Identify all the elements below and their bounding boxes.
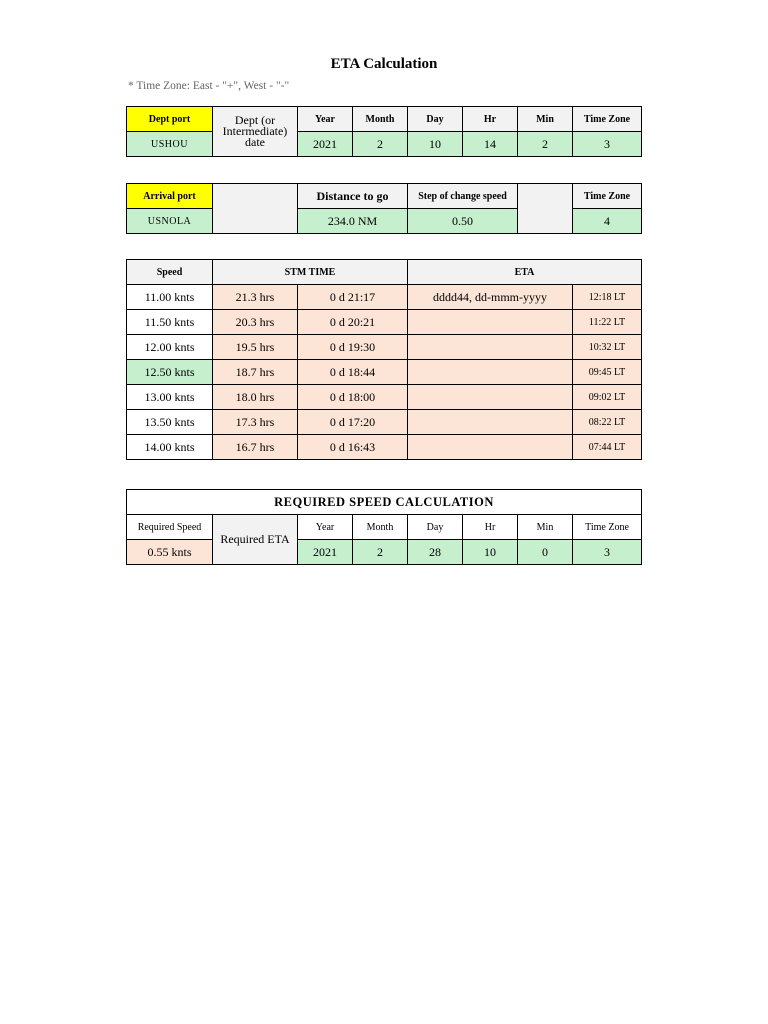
required-eta-label: Required ETA bbox=[213, 515, 298, 565]
day-hour-cell: 0 d 20:21 bbox=[298, 310, 408, 335]
arrival-blank-cell bbox=[213, 184, 298, 234]
eta-lt-cell: 11:22 LT bbox=[573, 310, 642, 335]
day-hour-cell: 0 d 21:17 bbox=[298, 285, 408, 310]
arrival-timezone-label: Time Zone bbox=[573, 184, 642, 209]
req-timezone-value[interactable]: 3 bbox=[573, 540, 642, 565]
hours-cell: 19.5 hrs bbox=[213, 335, 298, 360]
arrival-blank-cell-2 bbox=[518, 184, 573, 234]
step-speed-value[interactable]: 0.50 bbox=[408, 209, 518, 234]
required-speed-title: REQUIRED SPEED CALCULATION bbox=[127, 490, 642, 515]
eta-lt-cell: 07:44 LT bbox=[573, 435, 642, 460]
table-row bbox=[127, 310, 642, 335]
dept-timezone-value[interactable]: 3 bbox=[573, 132, 642, 157]
page-title: ETA Calculation bbox=[330, 56, 438, 72]
dept-day-header: Day bbox=[408, 107, 463, 132]
eta-table bbox=[126, 259, 642, 460]
required-speed-value: 0.55 knts bbox=[127, 540, 213, 565]
dept-port-label: Dept port bbox=[127, 107, 213, 132]
eta-header: ETA bbox=[408, 260, 642, 285]
eta-lt-cell: 10:32 LT bbox=[573, 335, 642, 360]
eta-date-cell bbox=[408, 310, 573, 335]
req-month-value[interactable]: 2 bbox=[353, 540, 408, 565]
eta-date-cell bbox=[408, 435, 573, 460]
distance-label: Distance to go bbox=[298, 184, 408, 209]
dept-month-value[interactable]: 2 bbox=[353, 132, 408, 157]
req-min-value[interactable]: 0 bbox=[518, 540, 573, 565]
hours-cell: 20.3 hrs bbox=[213, 310, 298, 335]
eta-lt-cell: 12:18 LT bbox=[573, 285, 642, 310]
hours-cell: 17.3 hrs bbox=[213, 410, 298, 435]
req-timezone-header: Time Zone bbox=[573, 515, 642, 540]
eta-date-cell bbox=[408, 360, 573, 385]
day-hour-cell: 0 d 17:20 bbox=[298, 410, 408, 435]
required-speed-table bbox=[126, 489, 642, 565]
table-row bbox=[127, 335, 642, 360]
speed-cell: 14.00 knts bbox=[127, 435, 213, 460]
req-min-header: Min bbox=[518, 515, 573, 540]
eta-date-cell bbox=[408, 385, 573, 410]
stm-time-header: STM TIME bbox=[213, 260, 408, 285]
speed-header: Speed bbox=[127, 260, 213, 285]
req-year-header: Year bbox=[298, 515, 353, 540]
table-row bbox=[127, 435, 642, 460]
req-year-value[interactable]: 2021 bbox=[298, 540, 353, 565]
dept-year-header: Year bbox=[298, 107, 353, 132]
dept-timezone-header: Time Zone bbox=[573, 107, 642, 132]
dept-min-value[interactable]: 2 bbox=[518, 132, 573, 157]
day-hour-cell: 0 d 18:00 bbox=[298, 385, 408, 410]
eta-date-cell bbox=[408, 410, 573, 435]
speed-cell: 11.50 knts bbox=[127, 310, 213, 335]
dept-month-header: Month bbox=[353, 107, 408, 132]
day-hour-cell: 0 d 19:30 bbox=[298, 335, 408, 360]
req-month-header: Month bbox=[353, 515, 408, 540]
req-hr-value[interactable]: 10 bbox=[463, 540, 518, 565]
dept-hr-header: Hr bbox=[463, 107, 518, 132]
hours-cell: 21.3 hrs bbox=[213, 285, 298, 310]
eta-lt-cell: 09:45 LT bbox=[573, 360, 642, 385]
required-speed-label: Required Speed bbox=[127, 515, 213, 540]
table-row bbox=[127, 385, 642, 410]
speed-cell: 11.00 knts bbox=[127, 285, 213, 310]
table-row bbox=[127, 360, 642, 385]
time-zone-note: * Time Zone: East - "+", West - "-" bbox=[128, 80, 290, 92]
hours-cell: 18.0 hrs bbox=[213, 385, 298, 410]
arrival-timezone-value[interactable]: 4 bbox=[573, 209, 642, 234]
speed-cell: 12.00 knts bbox=[127, 335, 213, 360]
arrival-port-label: Arrival port bbox=[127, 184, 213, 209]
hours-cell: 16.7 hrs bbox=[213, 435, 298, 460]
hours-cell: 18.7 hrs bbox=[213, 360, 298, 385]
req-day-header: Day bbox=[408, 515, 463, 540]
table-row bbox=[127, 410, 642, 435]
arrival-port-value[interactable]: USNOLA bbox=[127, 209, 213, 234]
eta-lt-cell: 09:02 LT bbox=[573, 385, 642, 410]
day-hour-cell: 0 d 16:43 bbox=[298, 435, 408, 460]
departure-table bbox=[126, 106, 642, 157]
req-hr-header: Hr bbox=[463, 515, 518, 540]
dept-year-value[interactable]: 2021 bbox=[298, 132, 353, 157]
eta-date-cell: dddd44, dd-mmm-yyyy bbox=[408, 285, 573, 310]
day-hour-cell: 0 d 18:44 bbox=[298, 360, 408, 385]
req-day-value[interactable]: 28 bbox=[408, 540, 463, 565]
step-speed-label: Step of change speed bbox=[408, 184, 518, 209]
eta-date-cell bbox=[408, 335, 573, 360]
dept-date-label: Dept (or Intermediate) date bbox=[213, 107, 298, 157]
dept-hr-value[interactable]: 14 bbox=[463, 132, 518, 157]
table-row bbox=[127, 285, 642, 310]
dept-port-value[interactable]: USHOU bbox=[127, 132, 213, 157]
speed-cell: 13.50 knts bbox=[127, 410, 213, 435]
arrival-table bbox=[126, 183, 642, 234]
dept-day-value[interactable]: 10 bbox=[408, 132, 463, 157]
speed-cell: 12.50 knts bbox=[127, 360, 213, 385]
distance-value[interactable]: 234.0 NM bbox=[298, 209, 408, 234]
speed-cell: 13.00 knts bbox=[127, 385, 213, 410]
dept-min-header: Min bbox=[518, 107, 573, 132]
eta-lt-cell: 08:22 LT bbox=[573, 410, 642, 435]
